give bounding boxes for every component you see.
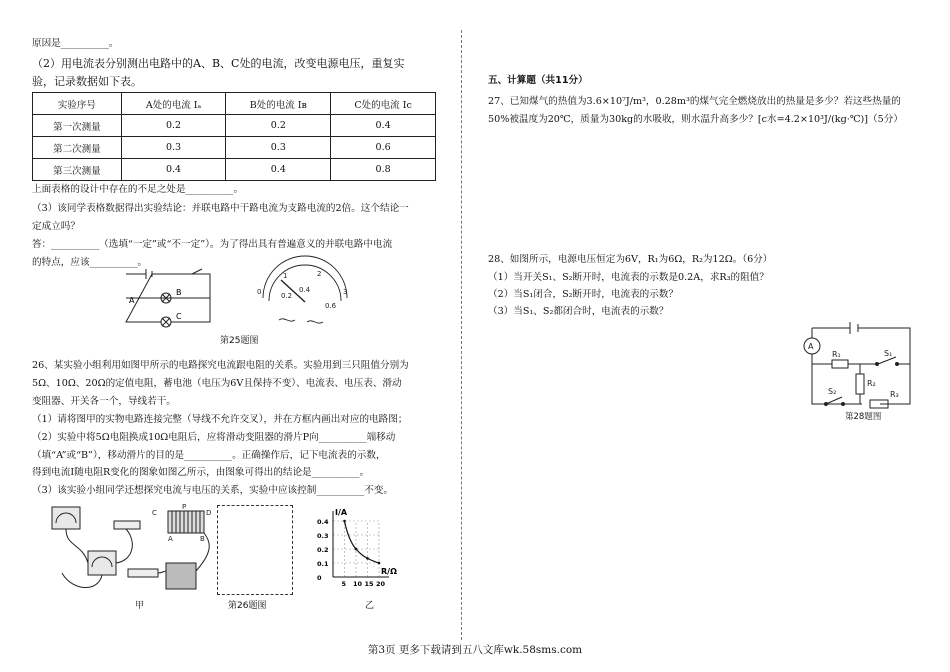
- current-resistance-graph: [315, 503, 397, 593]
- q26-line-7: 得到电流I随电阻R变化的图象如图乙所示，由图象可得出的结论是__________。: [32, 467, 370, 478]
- q28-line-4: （3）当S₁、S₂都闭合时，电流表的示数？: [488, 306, 669, 317]
- q28-line-1: 28、如图所示，电源电压恒定为6V，R₁为6Ω，R₂为12Ω。（6分）: [488, 254, 773, 265]
- y-tick-label: 0.2: [317, 546, 329, 554]
- fig25-caption: 第25题图: [220, 336, 259, 346]
- q25-line-8: 的特点，应该__________。: [32, 257, 148, 268]
- y-tick-label: 0.4: [317, 518, 329, 526]
- table-header-cell: C处的电流 Ic: [331, 93, 436, 115]
- rheostat-letter: D: [206, 509, 212, 517]
- switch-s2-label: S₂: [828, 387, 837, 396]
- q25-line-3: 验，记录数据如下表。: [32, 75, 142, 88]
- meter-tick: 0.4: [299, 286, 311, 294]
- table-header-cell: B处的电流 Iʙ: [226, 93, 331, 115]
- resistor-r3-label: R₃: [890, 390, 899, 399]
- circuit-label-b: B: [176, 288, 182, 297]
- column-divider: [461, 30, 462, 640]
- table-row: [33, 115, 436, 137]
- q25-line-2: （2）用电流表分别测出电路中的A、B、C处的电流，改变电源电压，重复实: [32, 57, 405, 70]
- table-cell: 0.2: [226, 115, 331, 137]
- q27-line-2: 50%被温度为20℃，质量为30kg的水吸收，则水温升高多少？[c水=4.2×10³J/(kg·℃)]（5分）: [488, 114, 903, 125]
- resistor-r2-label: R₂: [867, 379, 876, 388]
- x-tick-label: 20: [376, 580, 386, 588]
- table-header-cell: 实验序号: [33, 93, 122, 115]
- page-footer: 第3页 更多下载请到五八文库wk.58sms.com: [367, 644, 583, 656]
- table-cell: 第二次测量: [33, 137, 122, 159]
- table-cell: 0.4: [331, 115, 436, 137]
- ammeter-dial: [255, 268, 355, 330]
- section-5-title: 五、计算题（共11分）: [488, 75, 588, 86]
- q26-line-2: 5Ω、10Ω、20Ω的定值电阻，蓄电池（电压为6V且保持不变）、电流表、电压表、滑动: [32, 378, 402, 389]
- y-tick-label: 0.3: [317, 532, 329, 540]
- x-axis-label: R/Ω: [381, 567, 397, 576]
- data-point: [343, 520, 346, 523]
- q28-line-3: （2）当S₁闭合，S₂断开时，电流表的示数？: [488, 289, 679, 300]
- y-tick-label: 0: [317, 574, 322, 582]
- q25-line-4: 上面表格的设计中存在的不足之处是__________。: [32, 184, 244, 195]
- measurement-table: [32, 92, 436, 181]
- meter-tick: 3: [343, 288, 348, 296]
- data-point: [378, 562, 381, 565]
- x-tick-label: 10: [353, 580, 363, 588]
- q25-line-1: 原因是__________。: [32, 38, 119, 49]
- table-cell: 0.4: [226, 159, 331, 181]
- rheostat-letter: A: [168, 535, 173, 543]
- q28-line-2: （1）当开关S₁、S₂断开时，电流表的示数是0.2A，求R₃的阻值？: [488, 272, 769, 283]
- table-cell: 0.3: [121, 137, 226, 159]
- table-cell: 第一次测量: [33, 115, 122, 137]
- circuit-label-a: A: [129, 296, 135, 305]
- meter-tick: 2: [317, 270, 322, 278]
- data-series-line: [345, 521, 380, 563]
- fig28-caption: 第28题图: [845, 412, 882, 422]
- q25-line-5: （3）该同学表格数据得出实验结论：并联电路中干路电流为支路电流的2倍。这个结论一: [32, 203, 409, 214]
- rheostat-letter: B: [200, 535, 205, 543]
- meter-tick: 0: [257, 288, 262, 296]
- table-header-row: [33, 93, 436, 115]
- y-axis-label: I/A: [335, 508, 348, 517]
- table-cell: 0.4: [121, 159, 226, 181]
- table-header-cell: A处的电流 Iₐ: [121, 93, 226, 115]
- fig-jia-label: 甲: [135, 601, 145, 611]
- table-cell: 0.3: [226, 137, 331, 159]
- q26-line-8: （3）该实验小组同学还想探究电流与电压的关系，实验中应该控制__________不变。: [32, 485, 394, 496]
- y-tick-label: 0.1: [317, 560, 329, 568]
- meter-tick: 0.6: [325, 302, 337, 310]
- q25-line-7: 答：__________（选填“一定”或“不一定”）。为了得出具有普遍意义的并联电路中电流: [32, 239, 393, 250]
- q27-line-1: 27、已知煤气的热值为3.6×10⁷J/m³，0.28m³的煤气完全燃烧放出的热量是多少？若这些热量的: [488, 96, 901, 107]
- fig26-caption: 第26题图: [228, 601, 267, 611]
- data-point: [355, 548, 358, 551]
- q26-line-6: （填“A”或“B”），移动滑片的目的是__________。正确操作后，记下电流表的示数，: [32, 450, 386, 461]
- ammeter-label: A: [808, 342, 814, 351]
- x-tick-label: 15: [364, 580, 374, 588]
- parallel-circuit-diagram: [120, 268, 220, 330]
- resistor-r1-label: R₁: [832, 350, 841, 359]
- table-cell: 0.8: [331, 159, 436, 181]
- circuit-drawing-box: [217, 505, 293, 595]
- table-cell: 第三次测量: [33, 159, 122, 181]
- data-point: [366, 557, 369, 560]
- q28-circuit-diagram: [800, 320, 916, 420]
- circuit-label-c: C: [176, 312, 182, 321]
- q26-line-5: （2）实验中将5Ω电阻换成10Ω电阻后，应将滑动变阻器的滑片P向__________端移动: [32, 432, 396, 443]
- table-row: [33, 159, 436, 181]
- apparatus-diagram: [42, 503, 214, 595]
- q26-line-1: 26、某实验小组利用如图甲所示的电路探究电流跟电阻的关系。实验用到三只阻值分别为: [32, 360, 409, 371]
- q26-line-3: 变阻器、开关各一个，导线若干。: [32, 396, 176, 407]
- fig-yi-label: 乙: [365, 601, 375, 611]
- q26-line-4: （1）请将图甲的实物电路连接完整（导线不允许交叉），并在方框内画出对应的电路图；: [32, 414, 408, 425]
- rheostat-letter: C: [152, 509, 157, 517]
- meter-tick: 0.2: [281, 292, 293, 300]
- meter-tick: 1: [283, 272, 288, 280]
- table-cell: 0.2: [121, 115, 226, 137]
- table-row: [33, 137, 436, 159]
- rheostat-letter: P: [182, 503, 187, 511]
- x-tick-label: 5: [341, 580, 347, 588]
- switch-s1-label: S₁: [884, 349, 893, 358]
- table-cell: 0.6: [331, 137, 436, 159]
- q25-line-6: 定成立吗？: [32, 221, 80, 232]
